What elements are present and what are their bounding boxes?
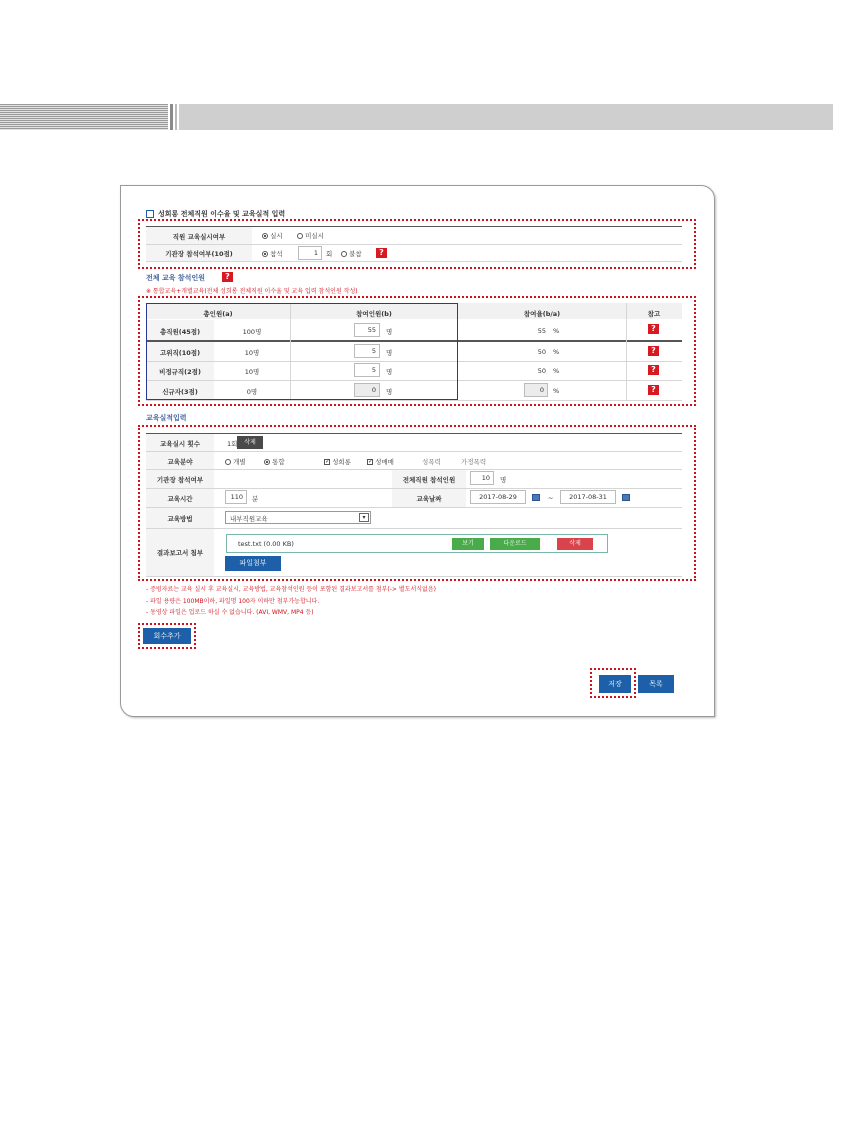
rate-value: 50	[537, 367, 546, 375]
edu-done-radio-no[interactable]	[297, 231, 324, 240]
list-button[interactable]: 목록	[638, 675, 674, 693]
file-name: test.txt (0.00 KB)	[238, 540, 294, 548]
delete-file-button[interactable]: 삭제	[557, 538, 593, 550]
calendar-icon[interactable]	[622, 494, 630, 501]
rate-value: 55	[537, 327, 546, 335]
edu-done-label: 직원 교육실시여부	[172, 233, 226, 241]
help-icon[interactable]: ?	[222, 272, 233, 282]
pct: %	[553, 367, 560, 375]
radio-icon	[264, 459, 270, 465]
th-participants: 참여인원(b)	[356, 310, 392, 318]
col-divider	[626, 303, 627, 400]
participants-input[interactable]: 0	[354, 383, 380, 397]
radio-label: 개별	[233, 458, 246, 466]
radio-icon	[297, 233, 303, 239]
head-attend-radio-yes[interactable]	[262, 249, 283, 258]
section3-title: 교육실적입력	[146, 414, 187, 422]
rate-value: 50	[537, 348, 546, 356]
row-divider	[146, 451, 682, 452]
report-label: 결과보고서 첨부	[156, 549, 204, 557]
row-divider	[146, 469, 682, 470]
unit: 명	[386, 349, 393, 357]
help-icon[interactable]: ?	[376, 248, 387, 258]
row-divider	[146, 244, 682, 245]
delete-round-button[interactable]: 삭제	[237, 436, 263, 449]
highlight-box-blue	[146, 303, 458, 400]
row-total: 0명	[246, 388, 258, 396]
edu-count-value: 1회	[227, 440, 238, 448]
note-line: - 동영상 파일은 업로드 하실 수 없습니다. (AVI, WMV, MP4 등)	[146, 609, 314, 616]
pct: %	[553, 387, 560, 395]
edu-time-label: 교육시간	[167, 495, 193, 503]
field-radio-individual[interactable]	[225, 457, 246, 466]
edu-time-input[interactable]: 110	[225, 490, 247, 504]
head-attend-label-2: 기관장 참석여부	[156, 476, 204, 484]
row-divider	[146, 400, 682, 401]
edu-method-select[interactable]	[225, 511, 371, 524]
head-attend-label: 기관장 참석여부(10점)	[165, 250, 233, 258]
radio-icon	[262, 251, 268, 257]
attach-file-button[interactable]: 파일첨부	[225, 556, 281, 571]
radio-icon	[341, 251, 347, 257]
pct: %	[553, 327, 560, 335]
head-attend-count-input[interactable]: 1	[298, 246, 322, 260]
radio-label: 실시	[270, 232, 283, 240]
radio-label: 참석	[270, 250, 283, 258]
date-to-input[interactable]: 2017-08-31	[560, 490, 616, 504]
section2-note: ※ 통합교육+개별교육(전체 성희롱 전체직원 이수율 및 교육 입력 참석인원 작성)	[146, 288, 358, 295]
edu-done-radio-yes[interactable]	[262, 231, 283, 240]
edu-method-label: 교육방법	[167, 515, 193, 523]
checkbox-harassment[interactable]	[324, 457, 351, 466]
th-reference: 참고	[647, 310, 661, 318]
unit: 명	[386, 368, 393, 376]
checkbox-label: 성희롱	[332, 458, 351, 466]
select-value: 내부직원교육	[230, 515, 268, 523]
row-label: 고위직(10점)	[159, 349, 201, 357]
row-label: 신규자(3점)	[162, 388, 198, 396]
note-line: - 증빙자료는 교육 실시 후 교육실시, 교육방법, 교육참석인원 등이 포함된 결과보고서를 첨부(-> 별도서식없음)	[146, 586, 436, 593]
th-total: 총인원(a)	[203, 310, 233, 318]
table-top-line	[146, 433, 682, 434]
row-divider	[146, 261, 682, 262]
row-label: 비정규직(2점)	[159, 368, 201, 376]
date-from-input[interactable]: 2017-08-29	[470, 490, 526, 504]
unit: 명	[386, 328, 393, 336]
unit: 명	[500, 476, 507, 484]
section2-title: 전체 교육 참석인원	[146, 274, 205, 282]
help-icon[interactable]: ?	[648, 324, 659, 334]
header-bar	[179, 104, 833, 130]
square-bullet-icon	[146, 210, 154, 218]
field-extra-violence: 성폭력	[422, 458, 441, 466]
view-file-button[interactable]: 보기	[452, 538, 484, 550]
help-icon[interactable]: ?	[648, 346, 659, 356]
participants-input[interactable]: 5	[354, 363, 380, 377]
edu-field-label: 교육분야	[167, 458, 193, 466]
checkbox-icon: ✓	[368, 458, 374, 465]
all-attend-label: 전체직원 참석인원	[402, 476, 456, 484]
header-divider	[170, 104, 173, 130]
section1-title: 성희롱 전체직원 이수율 및 교육실적 입력	[158, 210, 286, 218]
pct: %	[553, 348, 560, 356]
row-total: 100명	[242, 328, 262, 336]
edu-date-label: 교육날짜	[416, 495, 442, 503]
save-button[interactable]: 저장	[599, 675, 631, 693]
calendar-icon[interactable]	[532, 494, 540, 501]
chevron-down-icon: ▾	[359, 513, 369, 522]
field-radio-combined[interactable]	[264, 457, 285, 466]
edu-count-label: 교육실시 횟수	[160, 440, 200, 448]
radio-label: 통합	[272, 458, 285, 466]
row-total: 10명	[244, 368, 260, 376]
th-rate: 참여율(b/a)	[523, 310, 561, 318]
checkbox-icon: ✓	[325, 458, 331, 465]
header-stripes	[0, 104, 168, 130]
all-attend-input[interactable]: 10	[470, 471, 494, 485]
row-divider	[146, 488, 682, 489]
row-divider	[146, 507, 682, 508]
unit: 분	[252, 495, 259, 503]
row-total: 10명	[244, 349, 260, 357]
date-separator: ~	[548, 494, 554, 502]
count-unit: 회	[326, 250, 333, 258]
add-round-button[interactable]: 회수추가	[143, 628, 191, 644]
row-divider	[146, 576, 682, 577]
header-divider-thin	[175, 104, 177, 130]
participants-input[interactable]: 55	[354, 323, 380, 337]
help-icon[interactable]: ?	[648, 385, 659, 395]
radio-icon	[262, 233, 268, 239]
download-file-button[interactable]: 다운로드	[490, 538, 540, 550]
row-label: 총직원(45점)	[159, 328, 201, 336]
help-icon[interactable]: ?	[648, 365, 659, 375]
head-attend-radio-no[interactable]	[341, 249, 362, 258]
unit: 명	[386, 388, 393, 396]
radio-label: 불참	[349, 250, 362, 258]
note-line: - 파일 용량은 100MB이하, 파일명 100자 이하만 첨부가능합니다.	[146, 598, 320, 605]
participants-input[interactable]: 5	[354, 344, 380, 358]
rate-value: 0	[524, 383, 548, 397]
radio-icon	[225, 459, 231, 465]
checkbox-label: 성매매	[375, 458, 394, 466]
row-divider	[146, 528, 682, 529]
checkbox-prostitution[interactable]	[367, 457, 394, 466]
field-extra-domestic: 가정폭력	[461, 458, 487, 466]
radio-label: 미실시	[305, 232, 324, 240]
